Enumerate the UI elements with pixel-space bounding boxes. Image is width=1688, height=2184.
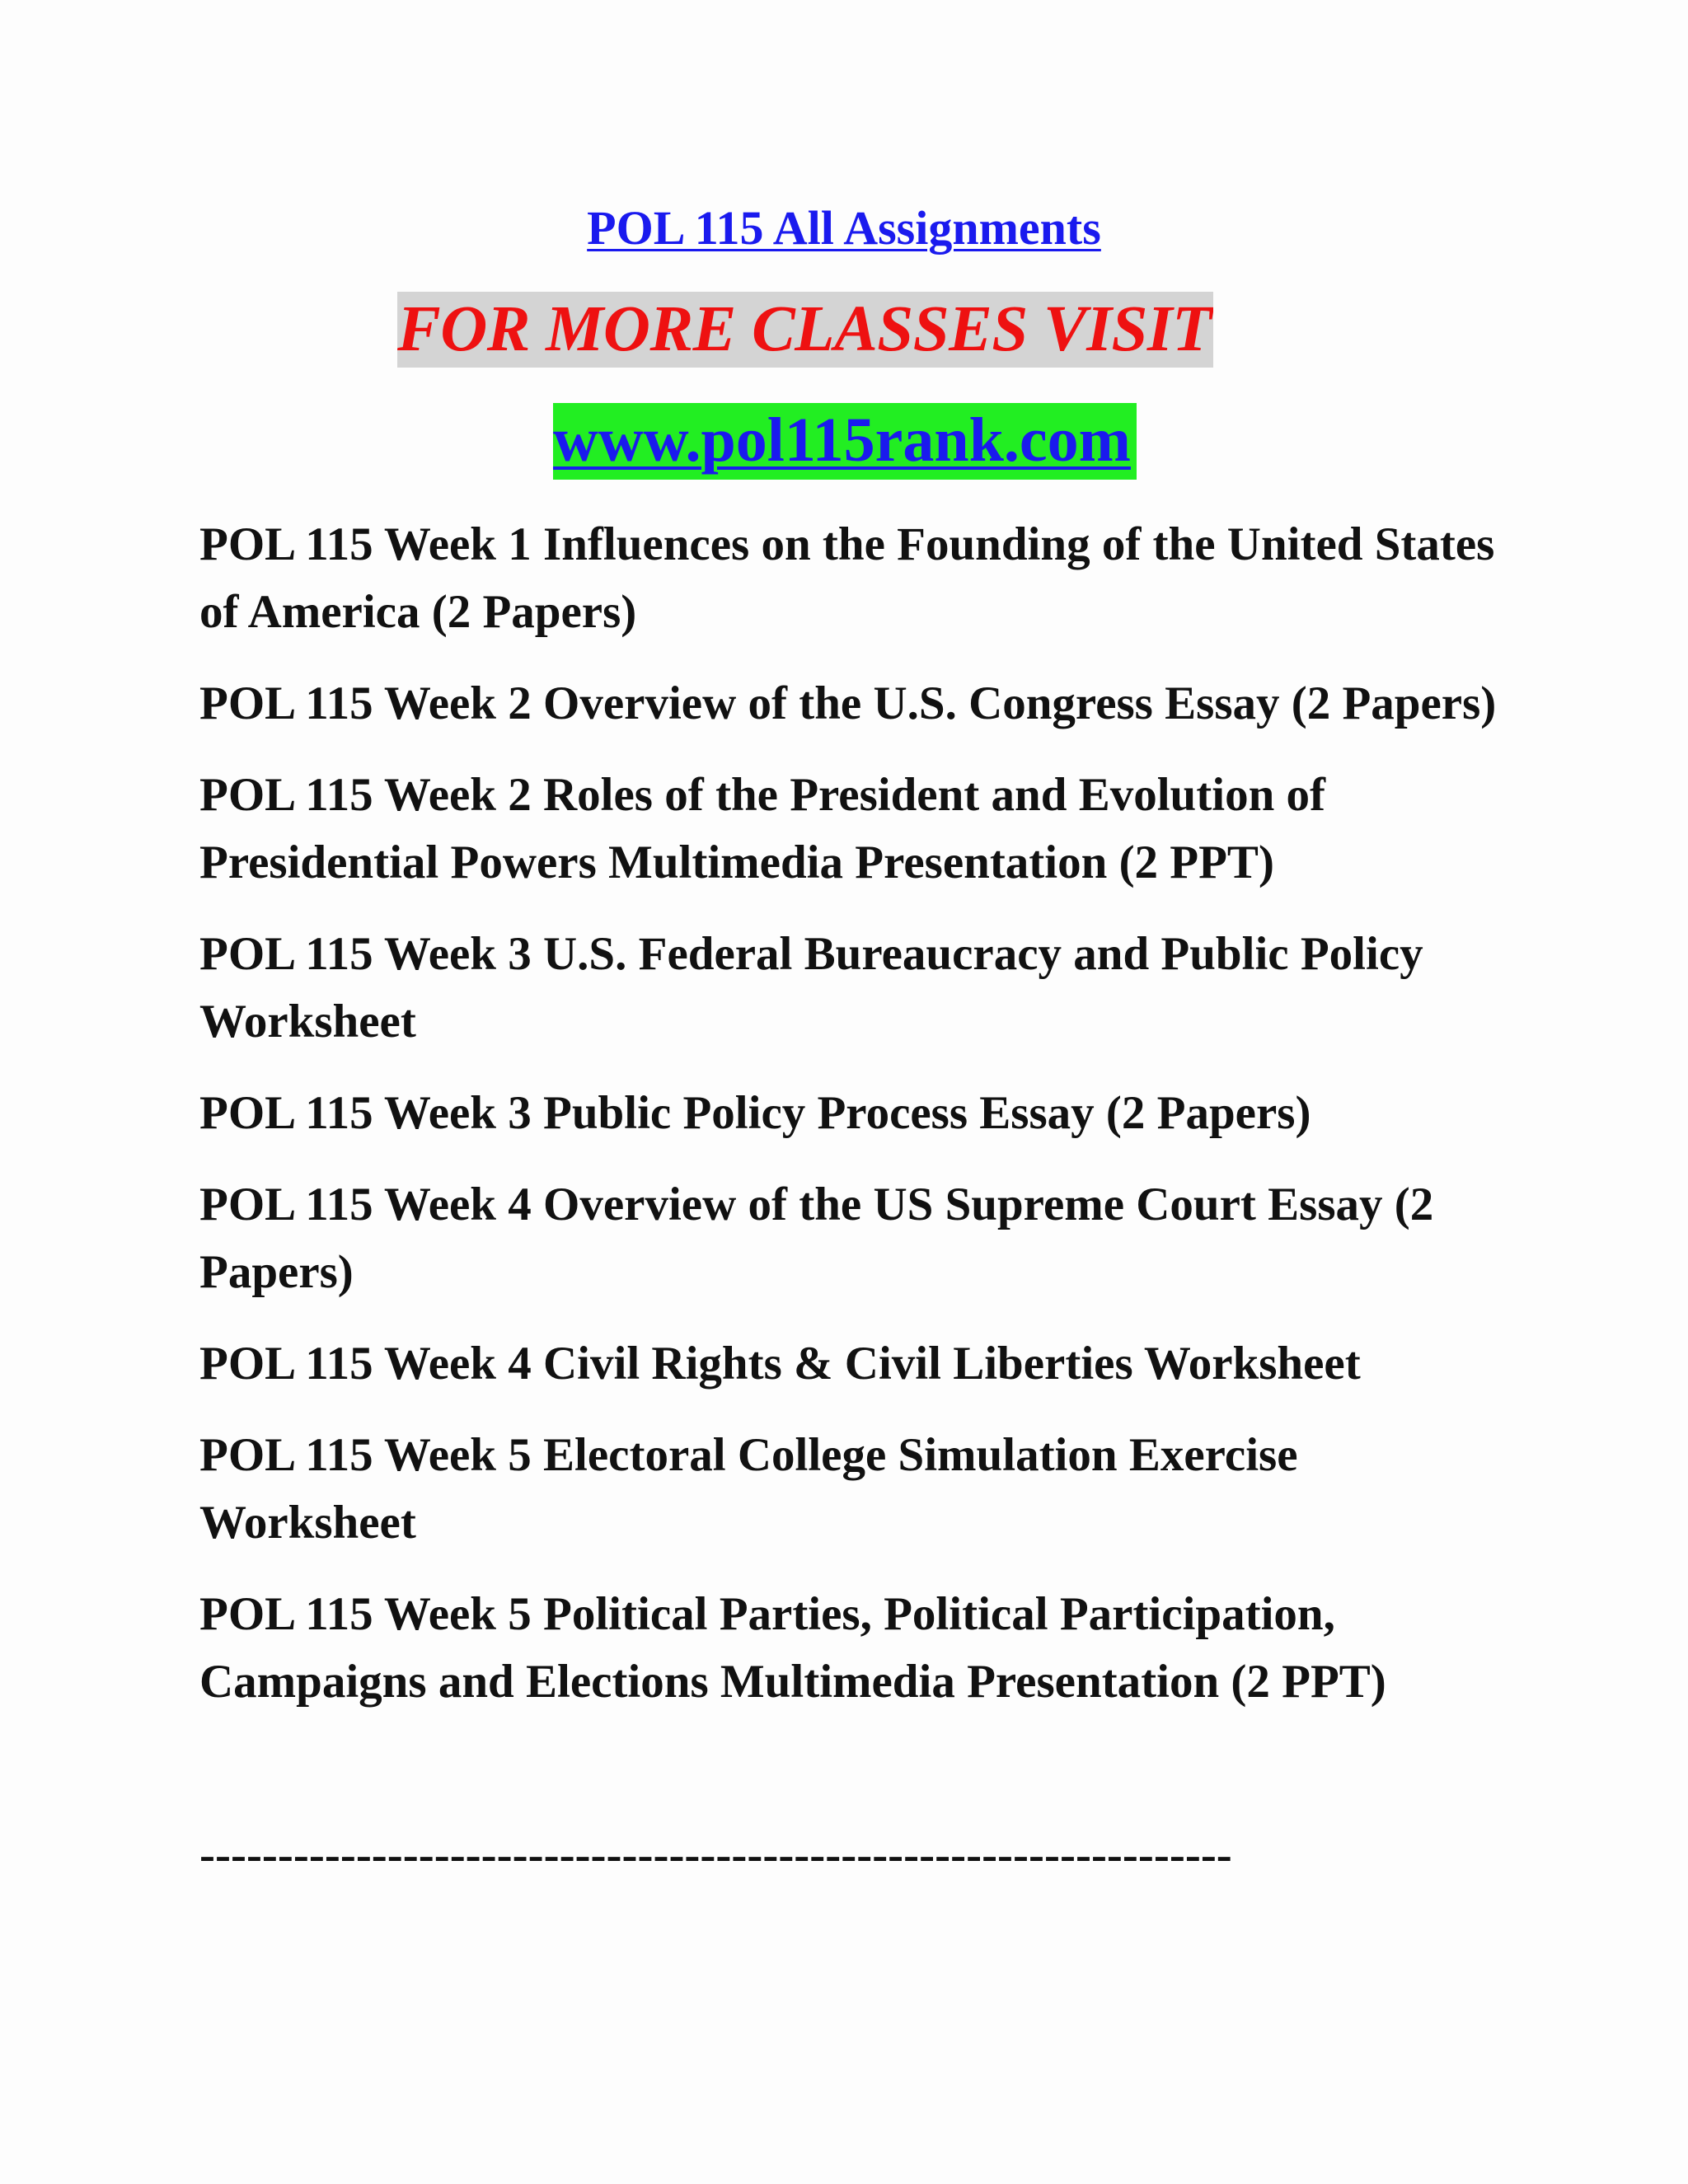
title-link[interactable]: POL 115 All Assignments [587, 201, 1101, 255]
page-title [0, 199, 1688, 258]
list-item: POL 115 Week 4 Overview of the US Supreme Court Essay (2 Papers) [199, 1179, 1434, 1298]
dashed-divider: ------------------------------------------------------------------ [199, 1829, 1232, 1881]
list-item: POL 115 Week 3 U.S. Federal Bureaucracy and Public Policy Worksheet [199, 928, 1423, 1047]
list-item: POL 115 Week 5 Electoral College Simulation Exercise Worksheet [199, 1429, 1298, 1549]
list-item: POL 115 Week 5 Political Parties, Political Participation, Campaigns and Elections Multimedia Presentation (2 PPT) [199, 1588, 1386, 1708]
list-item: POL 115 Week 3 Public Policy Process Essay (2 Papers) [199, 1087, 1311, 1139]
website-banner [553, 403, 1137, 480]
list-item: POL 115 Week 1 Influences on the Founding of the United States of America (2 Papers) [199, 518, 1495, 638]
promo-banner: FOR MORE CLASSES VISIT [397, 292, 1213, 368]
assignment-list [199, 511, 1502, 1740]
website-link[interactable]: www.pol115rank.com [553, 405, 1131, 475]
list-item: POL 115 Week 4 Civil Rights & Civil Liberties Worksheet [199, 1338, 1361, 1390]
list-item: POL 115 Week 2 Overview of the U.S. Congress Essay (2 Papers) [199, 677, 1497, 729]
list-item: POL 115 Week 2 Roles of the President and Evolution of Presidential Powers Multimedia Presentation (2 PPT) [199, 769, 1325, 888]
